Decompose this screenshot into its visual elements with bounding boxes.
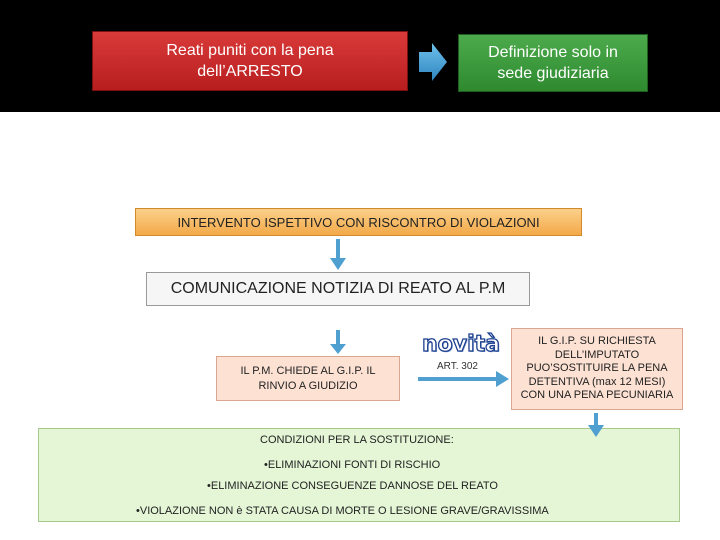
novita-logo: novità [422,332,501,357]
judicial-definition-label: Definizione solo in sede giudiziaria [488,44,618,82]
conditions-box [38,428,680,522]
down-arrow-icon [330,330,346,354]
pm-request-label: IL P.M. CHIEDE AL G.I.P. IL RINVIO A GIUDIZIO [240,364,376,392]
gip-substitution-box [511,328,683,410]
crime-notice-box [146,272,530,306]
right-arrow-icon [418,371,509,387]
crime-notice-label: COMUNICAZIONE NOTIZIA DI REATO AL P.M [170,280,506,297]
conditions-title: CONDIZIONI PER LA SOSTITUZIONE: [260,434,454,446]
down-arrow-icon [330,239,346,270]
condition-item: •ELIMINAZIONE CONSEGUENZE DANNOSE DEL REATO [207,480,498,492]
inspection-label: INTERVENTO ISPETTIVO CON RISCONTRO DI VIOLAZIONI [177,214,540,230]
pm-request-box [216,356,400,401]
article-label: ART. 302 [437,361,478,372]
arrest-crimes-label: Reati puniti con la pena dell’ARRESTO [166,42,334,80]
inspection-box [135,208,582,236]
condition-item: •ELIMINAZIONI FONTI DI RISCHIO [264,459,441,471]
arrest-crimes-box [92,31,408,91]
judicial-definition-box [458,34,648,92]
condition-item: •VIOLAZIONE NON è STATA CAUSA DI MORTE O LESIONE GRAVE/GRAVISSIMA [136,505,549,517]
gip-substitution-label: IL G.I.P. SU RICHIESTA DELL’IMPUTATO PUO’SOSTITUIRE LA PENA DETENTIVA (max 12 MESI) CON UNA PENA PECUNIARIA [520,335,674,402]
